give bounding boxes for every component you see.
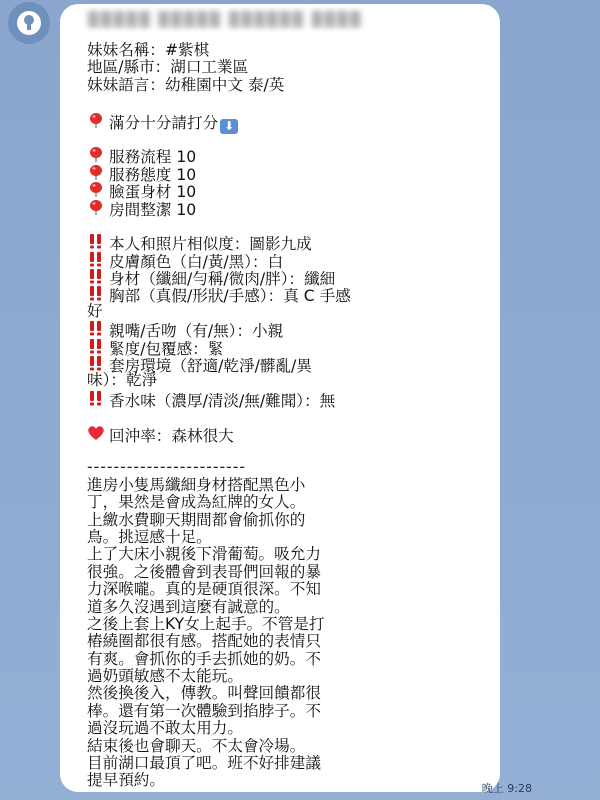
message-line bbox=[87, 477, 500, 494]
arrow-down-icon: ⬇ bbox=[220, 119, 238, 134]
message-line bbox=[87, 355, 500, 376]
message-line bbox=[87, 338, 500, 358]
message-line bbox=[87, 112, 500, 133]
message-line bbox=[87, 616, 500, 633]
line-text: 鳥。挑逗感十足。 bbox=[87, 527, 212, 546]
message-line bbox=[87, 199, 500, 219]
sender-avatar[interactable] bbox=[8, 2, 50, 44]
line-text: 滿分十分請打分 bbox=[109, 113, 219, 132]
line-text: 之後上套上KY女上起手。不管是打 bbox=[87, 614, 325, 633]
line-text: 香水味（濃厚/清淡/無/難聞）：無 bbox=[109, 391, 336, 410]
message-line bbox=[87, 685, 500, 702]
line-text: 樁繞圈都很有感。搭配她的表情只 bbox=[87, 632, 321, 651]
message-line bbox=[87, 668, 500, 685]
line-text: 臉蛋身材 10 bbox=[109, 183, 197, 202]
line-text: 本人和照片相似度：圖影九成 bbox=[109, 235, 312, 254]
line-text: 胸部（真假/形狀/手感）：真 C 手感 bbox=[109, 287, 351, 306]
line-text: 棒。還有第一次體驗到掐脖子。不 bbox=[87, 701, 321, 720]
line-text: 緊度/包覆感：緊 bbox=[109, 339, 224, 358]
line-text: 好 bbox=[87, 301, 103, 320]
message-body bbox=[87, 42, 500, 790]
double-exclamation-icon bbox=[87, 390, 105, 410]
line-text: 妹妹名稱：#紫棋 bbox=[87, 41, 210, 59]
line-text: 有爽。會抓你的手去抓她的奶。不 bbox=[87, 649, 321, 668]
message-line bbox=[87, 529, 500, 546]
message-line bbox=[87, 181, 500, 202]
line-text: 結束後也會聊天。不太會冷場。 bbox=[87, 736, 306, 755]
line-text: 服務態度 10 bbox=[109, 165, 197, 184]
message-line bbox=[87, 390, 500, 410]
message-line bbox=[87, 703, 500, 720]
line-text: 地區/縣市：湖口工業區 bbox=[87, 58, 249, 77]
message-line bbox=[87, 425, 500, 445]
message-line bbox=[87, 720, 500, 737]
line-text: 目前湖口最頂了吧。班不好排建議 bbox=[87, 754, 321, 773]
message-bubble[interactable] bbox=[60, 4, 500, 792]
message-line bbox=[87, 164, 500, 184]
red-balloon-icon bbox=[87, 199, 105, 219]
message-line bbox=[87, 77, 500, 94]
message-line bbox=[87, 599, 500, 616]
message-line bbox=[87, 546, 500, 563]
message-line bbox=[87, 320, 500, 341]
message-line bbox=[87, 268, 500, 289]
message-line bbox=[87, 581, 500, 598]
message-line bbox=[87, 651, 500, 668]
line-text: 丁，果然是會成為紅牌的女人。 bbox=[87, 493, 306, 512]
message-line bbox=[87, 772, 500, 789]
message-line bbox=[87, 633, 500, 650]
line-text: 皮膚顏色（白/黃/黑）：白 bbox=[109, 252, 284, 271]
line-text: 套房環境（舒適/乾淨/髒亂/異 bbox=[109, 357, 312, 376]
message-line bbox=[87, 564, 500, 581]
sender-name-blurred: ▒▒▒▒▒ ▒▒▒▒▒ ▒▒▒▒▒▒ ▒▒▒▒ bbox=[88, 12, 363, 28]
line-text: 上了大床小親後下滑葡萄。吸允力 bbox=[87, 545, 321, 564]
message-line bbox=[87, 459, 500, 476]
line-text: 味）：乾淨 bbox=[87, 371, 158, 390]
profile-icon bbox=[16, 10, 42, 36]
line-text: 進房小隻馬纖細身材搭配黑色小 bbox=[87, 475, 306, 494]
message-timestamp: 晚上 9:28 bbox=[481, 782, 532, 795]
line-text: 提早預約。 bbox=[87, 771, 165, 790]
red-balloon-icon bbox=[87, 112, 105, 132]
line-text: 上繳水費聊天期間都會偷抓你的 bbox=[87, 510, 306, 529]
line-text: 房間整潔 10 bbox=[109, 200, 197, 219]
message-line bbox=[87, 42, 500, 59]
message-line bbox=[87, 738, 500, 755]
line-text: 然後換後入，傳教。叫聲回饋都很 bbox=[87, 684, 321, 703]
message-line bbox=[87, 755, 500, 772]
line-text: 妹妹語言：幼稚園中文 泰/英 bbox=[87, 75, 285, 94]
line-text: 回沖率：森林很大 bbox=[109, 426, 234, 445]
red-heart-icon bbox=[87, 425, 105, 445]
message-line bbox=[87, 512, 500, 529]
line-text: 身材（纖細/勻稱/微肉/胖）：纖細 bbox=[109, 270, 336, 289]
message-line bbox=[87, 285, 500, 306]
line-text: 過奶頭敏感不太能玩。 bbox=[87, 667, 243, 686]
message-line bbox=[87, 494, 500, 511]
message-line bbox=[87, 59, 500, 76]
line-text: 親嘴/舌吻（有/無）：小親 bbox=[109, 322, 284, 341]
divider-dashes: ------------------------ bbox=[87, 458, 247, 477]
line-text: 很強。之後體會到表哥們回報的暴 bbox=[87, 562, 321, 581]
line-text: 道多久沒遇到這麼有誠意的。 bbox=[87, 597, 290, 616]
blank-line bbox=[87, 94, 500, 111]
line-text: 過沒玩過不敢太用力。 bbox=[87, 719, 243, 738]
line-text: 力深喉嚨。真的是硬頂很深。不知 bbox=[87, 580, 321, 599]
message-line bbox=[87, 146, 500, 167]
line-text: 服務流程 10 bbox=[109, 148, 197, 167]
message-line bbox=[87, 233, 500, 254]
